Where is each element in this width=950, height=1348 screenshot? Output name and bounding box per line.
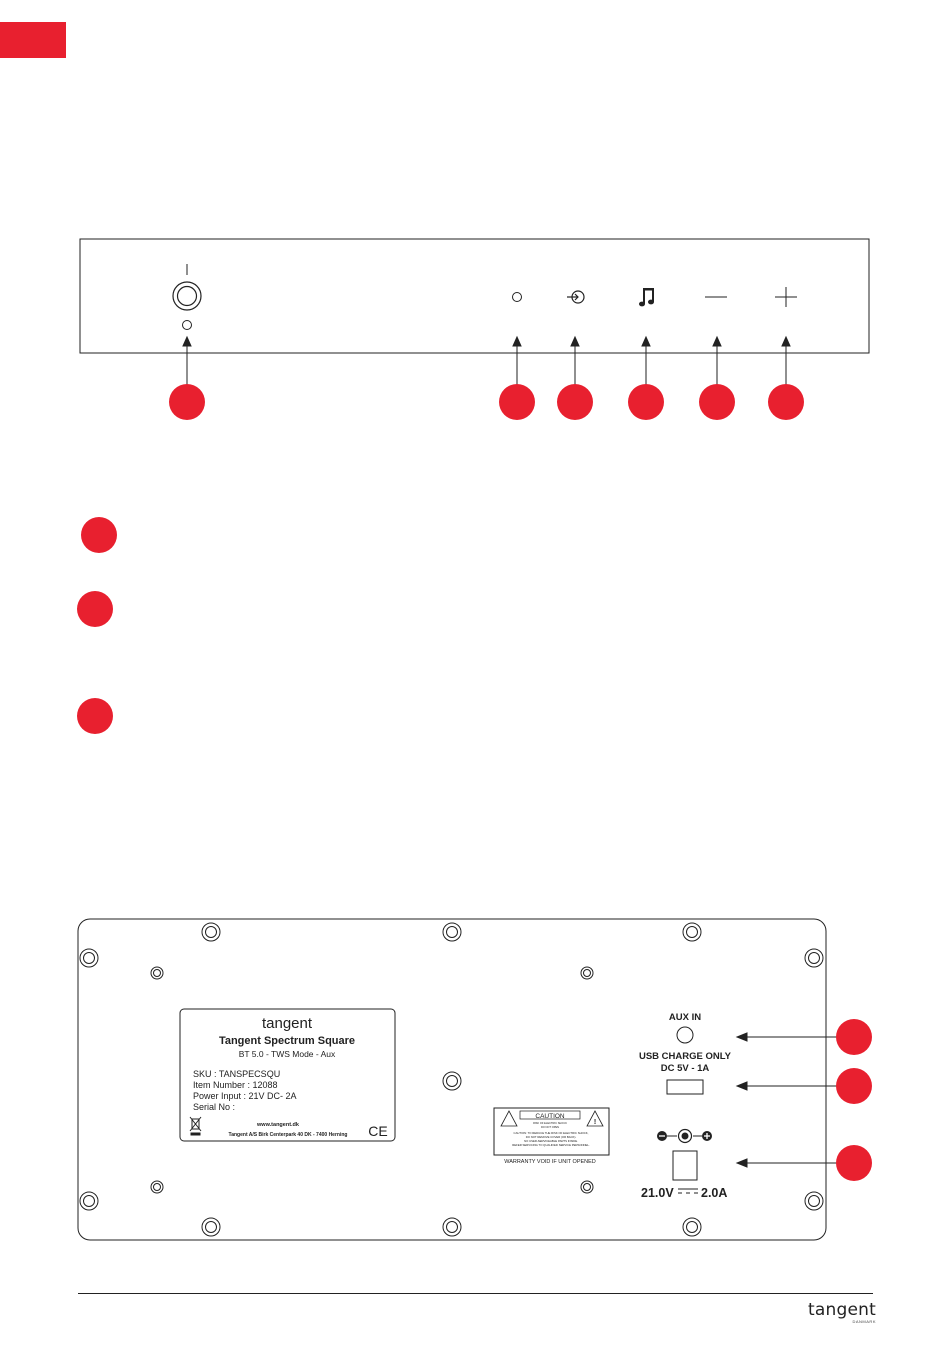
- callout-marker-power: [169, 384, 205, 420]
- svg-text:DO NOT OPEN: DO NOT OPEN: [540, 1126, 560, 1129]
- aux-in-label: AUX IN: [668, 1012, 702, 1023]
- footer-brand-sub: DANMARK: [852, 1319, 876, 1324]
- callout-marker-led: [499, 384, 535, 420]
- front-panel-outline: [80, 239, 869, 353]
- svg-text:DO NOT REMOVE COVER (OR BACK).: DO NOT REMOVE COVER (OR BACK).: [525, 1135, 577, 1139]
- product-label: [180, 1009, 395, 1141]
- callout-marker-volume-down: [699, 384, 735, 420]
- label-website: www.tangent.dk: [257, 1122, 299, 1128]
- svg-text:REFER SERVICING TO QUALIFIED S: REFER SERVICING TO QUALIFIED SERVICE PERSONNEL.: [512, 1143, 590, 1147]
- dc-volt-rating: 21.0V: [641, 1186, 674, 1200]
- label-serial: Serial No :: [193, 1102, 236, 1112]
- callout-marker-dc: [836, 1145, 872, 1181]
- description-marker-1: [81, 517, 117, 553]
- label-subtitle: BT 5.0 - TWS Mode - Aux: [238, 1049, 336, 1059]
- svg-text:CAUTION: TO REDUCE THE RISK OF: CAUTION: TO REDUCE THE RISK OF ELECTRIC SHOCK,: [513, 1131, 589, 1135]
- callout-marker-usb: [836, 1068, 872, 1104]
- callout-marker-input: [557, 384, 593, 420]
- footer-logo: [808, 1301, 876, 1324]
- ce-mark: CE: [368, 1123, 388, 1139]
- label-title: Tangent Spectrum Square: [218, 1035, 356, 1047]
- label-sku: SKU : TANSPECSQU: [193, 1069, 281, 1079]
- rear-panel-diagram: [0, 900, 950, 1260]
- label-brand: tangent: [261, 1015, 313, 1032]
- callout-marker-aux: [836, 1019, 872, 1055]
- warranty-text: WARRANTY VOID IF UNIT OPENED: [504, 1159, 596, 1165]
- label-power-input: Power Input : 21V DC- 2A: [193, 1091, 297, 1101]
- usb-label: USB CHARGE ONLY: [638, 1051, 732, 1062]
- caution-title: CAUTION: [535, 1113, 565, 1120]
- label-address: Tangent A/S Birk Centerpark 40 DK - 7400 Herning: [228, 1132, 348, 1138]
- front-panel-diagram: [0, 0, 950, 430]
- callout-marker-volume-up: [768, 384, 804, 420]
- footer-brand: tangent: [808, 1300, 876, 1320]
- svg-text:NO USER-SERVICEABLE PARTS INSI: NO USER-SERVICEABLE PARTS INSIDE.: [524, 1139, 578, 1143]
- callout-marker-music: [628, 384, 664, 420]
- description-marker-2: [77, 591, 113, 627]
- footer-divider: [78, 1293, 873, 1294]
- dc-amp-rating: 2.0A: [701, 1186, 728, 1200]
- usb-rating: DC 5V - 1A: [660, 1063, 710, 1074]
- svg-text:!: !: [593, 1119, 597, 1126]
- svg-text:RISK OF ELECTRIC SHOCK: RISK OF ELECTRIC SHOCK: [533, 1122, 567, 1125]
- description-marker-3: [77, 698, 113, 734]
- label-item-number: Item Number : 12088: [193, 1080, 278, 1090]
